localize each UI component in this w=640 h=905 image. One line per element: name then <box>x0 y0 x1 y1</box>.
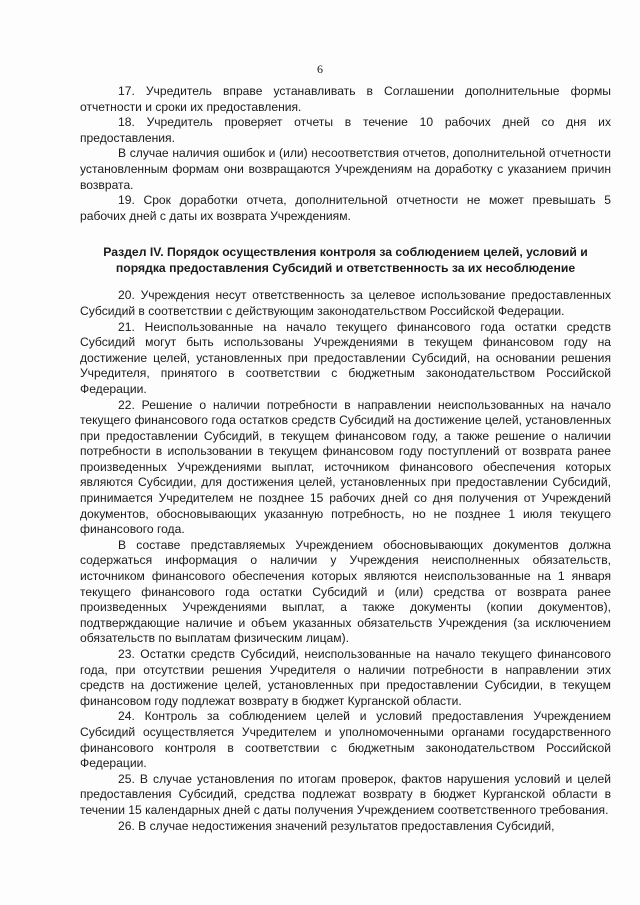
paragraph-22: 22. Решение о наличии потребности в направлении неиспользованных на начало текущего финансового года остатков средств Субсидий на достижение целей, установленных при предоставлении Субсидий, в текущем финансовом году, а также решение о наличии потребности в использовании в текущем финансовом году поступлений от возврата ранее произведенных Учреждениями выплат, источником финансового обеспечения которых являются Субсидии, для достижения целей, установленных при предоставлении Субсидий, принимается Учредителем не позднее 15 рабочих дней со дня получения от Учреждений документов, обосновывающих указанную потребность, но не позднее 1 июля текущего финансового года. <box>80 397 611 537</box>
page-number: 6 <box>317 62 323 76</box>
paragraph-19: 19. Срок доработки отчета, дополнительной отчетности не может превышать 5 рабочих дней с даты их возврата Учреждениям. <box>80 193 611 223</box>
paragraph-21: 21. Неиспользованные на начало текущего финансового года остатки средств Субсидий могут быть использованы Учреждениями в текущем финансовом году на достижение целей, установленных при предоставлении Субсидий, на основании решения Учредителя, принятого в соответствии с бюджетным законодательством Российской Федерации. <box>80 319 611 396</box>
paragraph-26: 26. В случае недостижения значений результатов предоставления Субсидий, <box>118 818 555 833</box>
document-body <box>80 84 611 834</box>
paragraph-24: 24. Контроль за соблюдением целей и условий предоставления Учреждением Субсидий осуществляется Учредителем и уполномоченными органами государственного финансового контроля в соответствии с бюджетным законодательством Российской Федерации. <box>80 709 611 771</box>
section-heading: Раздел IV. Порядок осуществления контроля за соблюдением целей, условий и порядка предоставления Субсидий и ответственность за их несоблюдение <box>103 245 588 276</box>
paragraph-25: 25. В случае установления по итогам проверок, фактов нарушения условий и целей предоставления Субсидий, средства подлежат возврату в бюджет Курганской области в течении 15 календарных дней с даты получения Учреждением соответственного требования. <box>80 771 611 817</box>
paragraph-20: 20. Учреждения несут ответственность за целевое использование предоставленных Субсидий в соответствии с действующим законодательством Российской Федерации. <box>80 288 611 318</box>
paragraph-22-documents: В составе представляемых Учреждением обосновывающих документов должна содержаться информация о наличии у Учреждения неисполненных обязательств, источником финансового обеспечения которых являются неиспользованные на 1 января текущего финансового года остатки Субсидий и (или) средства от возврата ранее произведенных Учреждениями выплат, а также документы (копии документов), подтверждающие наличие и объем указанных обязательств Учреждения (за исключением обязательств по выплатам физическим лицам). <box>80 537 611 646</box>
paragraph-18: 18. Учредитель проверяет отчеты в течение 10 рабочих дней со дня их предоставления. <box>80 115 611 145</box>
paragraph-18-errors: В случае наличия ошибок и (или) несоответствия отчетов, дополнительной отчетности установленным формам они возвращаются Учреждениям на доработку с указанием причин возврата. <box>80 146 611 192</box>
paragraph-17: 17. Учредитель вправе устанавливать в Соглашении дополнительные формы отчетности и сроки их предоставления. <box>80 84 611 114</box>
paragraph-23: 23. Остатки средств Субсидий, неиспользованные на начало текущего финансового года, при отсутствии решения Учредителя о наличии потребности в направлении этих средств на достижение целей, установленных при предоставлении Субсидии, в текущем финансовом году подлежат возврату в бюджет Курганской области. <box>80 647 611 708</box>
